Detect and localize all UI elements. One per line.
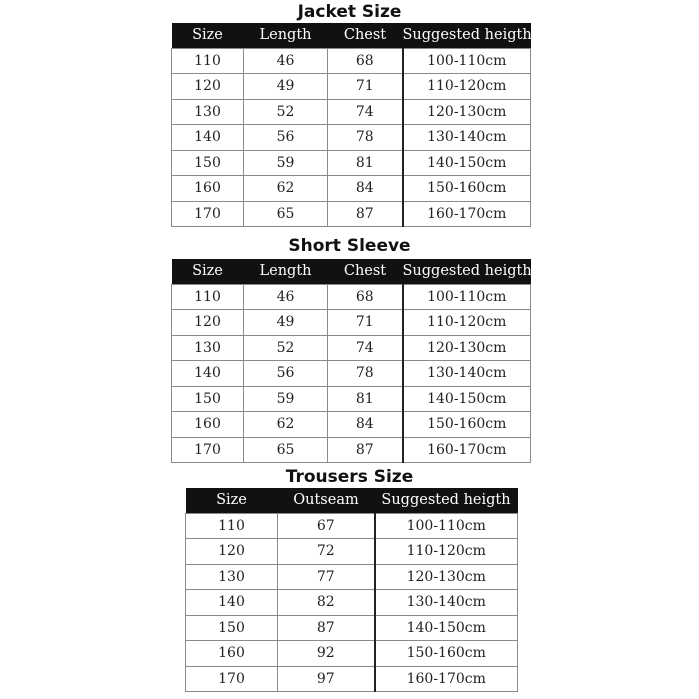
table-cell: 46 — [244, 48, 328, 74]
table-cell: 110 — [186, 513, 278, 539]
table-cell: 97 — [278, 666, 375, 692]
table-row — [186, 513, 518, 539]
table-cell: 100-110cm — [403, 284, 531, 310]
table-cell: 72 — [278, 539, 375, 565]
table-cell: 150-160cm — [403, 412, 531, 438]
table-cell: 120 — [172, 74, 244, 100]
table-cell: 120-130cm — [375, 564, 518, 590]
table-cell: 100-110cm — [403, 48, 531, 74]
table-cell: 120 — [172, 310, 244, 336]
table-row — [172, 201, 531, 227]
table-cell: 160-170cm — [403, 201, 531, 227]
table-cell: 78 — [328, 125, 403, 151]
table-cell: 56 — [244, 125, 328, 151]
table-cell: 67 — [278, 513, 375, 539]
table-cell: 130-140cm — [403, 361, 531, 387]
table-row — [172, 335, 531, 361]
short-sleeve-title: Short Sleeve — [288, 236, 411, 256]
table-cell: 65 — [244, 201, 328, 227]
column-header: Size — [172, 23, 244, 48]
table-cell: 74 — [328, 335, 403, 361]
table-header-row — [172, 259, 531, 284]
table-cell: 130 — [186, 564, 278, 590]
table-cell: 140 — [172, 361, 244, 387]
trousers-size-title: Trousers Size — [285, 467, 414, 487]
table-cell: 150 — [172, 386, 244, 412]
table-cell: 140 — [186, 590, 278, 616]
table-cell: 59 — [244, 386, 328, 412]
table-row — [186, 641, 518, 667]
table-row — [186, 666, 518, 692]
table-row — [172, 310, 531, 336]
table-cell: 130-140cm — [403, 125, 531, 151]
column-header: Suggested heigth — [403, 23, 531, 48]
table-cell: 150 — [172, 150, 244, 176]
table-cell: 65 — [244, 437, 328, 463]
table-row — [172, 99, 531, 125]
table-row — [172, 284, 531, 310]
table-cell: 81 — [328, 150, 403, 176]
table-row — [172, 437, 531, 463]
table-cell: 87 — [278, 615, 375, 641]
table-cell: 81 — [328, 386, 403, 412]
table-cell: 120 — [186, 539, 278, 565]
table-cell: 52 — [244, 99, 328, 125]
table-cell: 160 — [172, 176, 244, 202]
table-cell: 110 — [172, 48, 244, 74]
table-cell: 120-130cm — [403, 99, 531, 125]
table-cell: 110-120cm — [403, 310, 531, 336]
trousers-size-table — [185, 488, 518, 692]
table-cell: 74 — [328, 99, 403, 125]
table-cell: 71 — [328, 74, 403, 100]
short-sleeve-size-table — [171, 259, 531, 463]
table-cell: 92 — [278, 641, 375, 667]
table-cell: 140-150cm — [403, 150, 531, 176]
table-cell: 160-170cm — [375, 666, 518, 692]
table-cell: 170 — [186, 666, 278, 692]
table-cell: 150-160cm — [375, 641, 518, 667]
table-cell: 62 — [244, 176, 328, 202]
jacket-size-title: Jacket Size — [297, 2, 402, 22]
table-cell: 78 — [328, 361, 403, 387]
table-row — [172, 176, 531, 202]
table-cell: 140 — [172, 125, 244, 151]
column-header: Size — [186, 488, 278, 513]
table-cell: 140-150cm — [403, 386, 531, 412]
table-cell: 120-130cm — [403, 335, 531, 361]
table-cell: 87 — [328, 437, 403, 463]
table-row — [172, 48, 531, 74]
table-row — [172, 361, 531, 387]
column-header: Length — [244, 23, 328, 48]
table-cell: 46 — [244, 284, 328, 310]
table-cell: 84 — [328, 412, 403, 438]
table-cell: 170 — [172, 201, 244, 227]
table-cell: 68 — [328, 48, 403, 74]
table-row — [186, 615, 518, 641]
table-cell: 49 — [244, 74, 328, 100]
table-row — [172, 412, 531, 438]
table-cell: 130 — [172, 99, 244, 125]
table-cell: 49 — [244, 310, 328, 336]
table-row — [172, 125, 531, 151]
table-cell: 110 — [172, 284, 244, 310]
table-cell: 100-110cm — [375, 513, 518, 539]
table-cell: 170 — [172, 437, 244, 463]
table-cell: 160 — [172, 412, 244, 438]
table-cell: 62 — [244, 412, 328, 438]
table-cell: 130-140cm — [375, 590, 518, 616]
column-header: Outseam — [278, 488, 375, 513]
table-cell: 77 — [278, 564, 375, 590]
table-cell: 84 — [328, 176, 403, 202]
table-cell: 160 — [186, 641, 278, 667]
table-cell: 160-170cm — [403, 437, 531, 463]
table-row — [172, 74, 531, 100]
table-cell: 140-150cm — [375, 615, 518, 641]
column-header: Suggested heigth — [403, 259, 531, 284]
table-cell: 68 — [328, 284, 403, 310]
table-cell: 52 — [244, 335, 328, 361]
table-cell: 56 — [244, 361, 328, 387]
table-row — [186, 590, 518, 616]
table-cell: 82 — [278, 590, 375, 616]
table-row — [172, 150, 531, 176]
column-header: Chest — [328, 259, 403, 284]
table-header-row — [172, 23, 531, 48]
table-cell: 71 — [328, 310, 403, 336]
table-cell: 110-120cm — [403, 74, 531, 100]
column-header: Length — [244, 259, 328, 284]
table-cell: 87 — [328, 201, 403, 227]
table-row — [186, 564, 518, 590]
table-cell: 130 — [172, 335, 244, 361]
table-cell: 150-160cm — [403, 176, 531, 202]
jacket-size-table — [171, 23, 531, 227]
table-row — [186, 539, 518, 565]
column-header: Chest — [328, 23, 403, 48]
table-cell: 110-120cm — [375, 539, 518, 565]
table-header-row — [186, 488, 518, 513]
table-cell: 150 — [186, 615, 278, 641]
column-header: Suggested heigth — [375, 488, 518, 513]
table-cell: 59 — [244, 150, 328, 176]
column-header: Size — [172, 259, 244, 284]
table-row — [172, 386, 531, 412]
